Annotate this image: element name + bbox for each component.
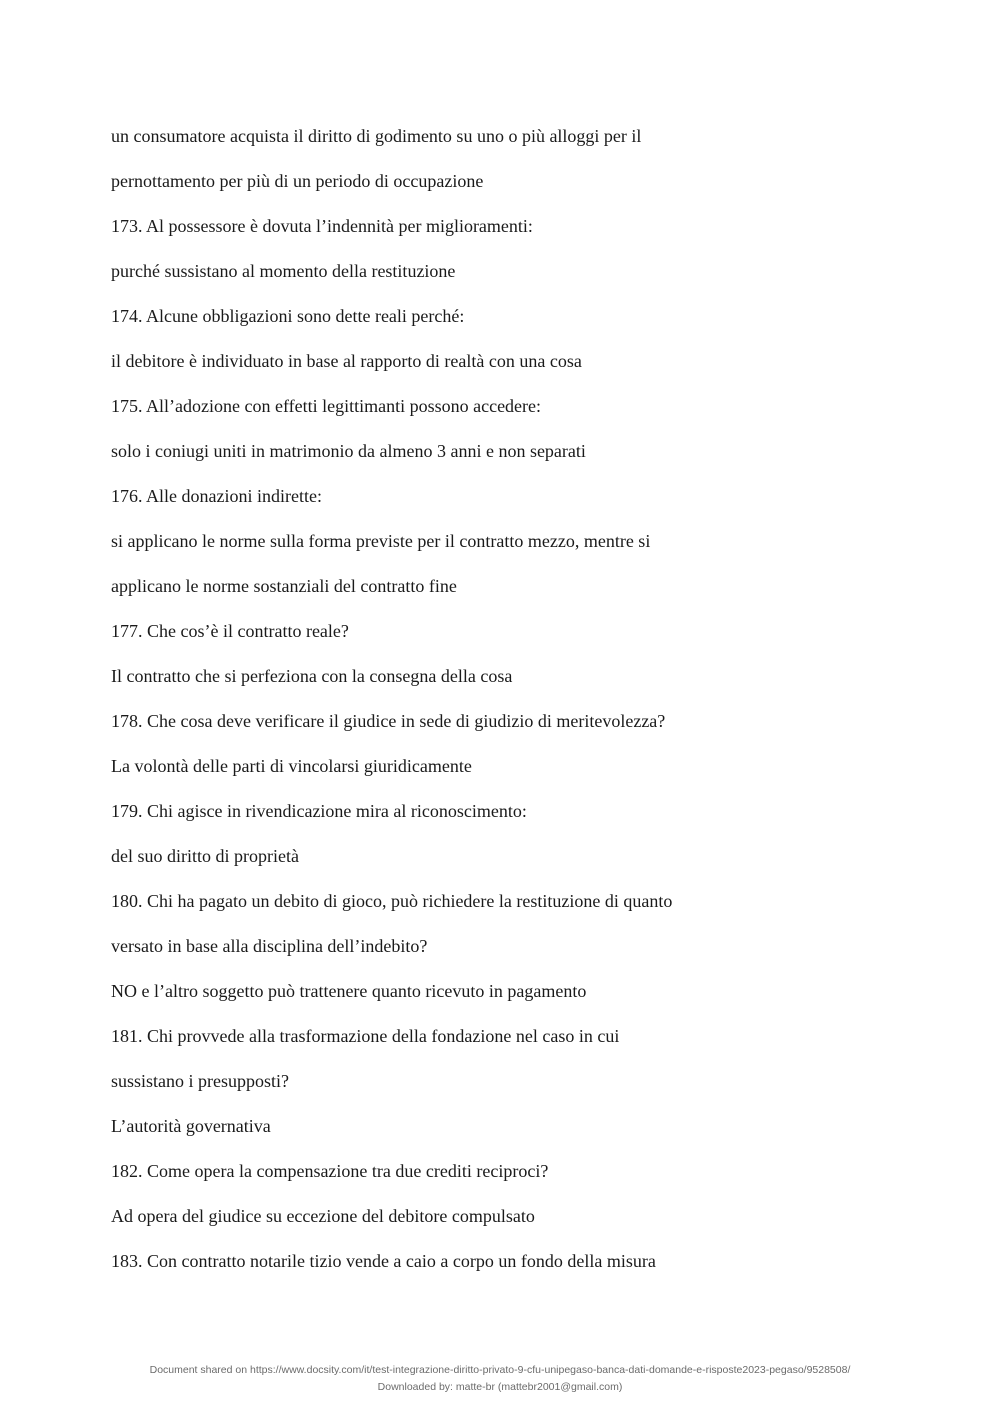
question-line: versato in base alla disciplina dell’indebito? [111, 936, 428, 956]
answer-line: si applicano le norme sulla forma previste per il contratto mezzo, mentre si [111, 531, 651, 551]
question-line: 180. Chi ha pagato un debito di gioco, può richiedere la restituzione di quanto [111, 891, 673, 911]
question-line: 183. Con contratto notarile tizio vende a caio a corpo un fondo della misura [111, 1251, 656, 1271]
answer-line: il debitore è individuato in base al rapporto di realtà con una cosa [111, 351, 582, 371]
question-line: 179. Chi agisce in rivendicazione mira al riconoscimento: [111, 801, 527, 821]
answer-line: L’autorità governativa [111, 1116, 271, 1136]
answer-line: Il contratto che si perfeziona con la consegna della cosa [111, 666, 513, 686]
text-line: un consumatore acquista il diritto di godimento su uno o più alloggi per il [111, 126, 642, 146]
answer-line: solo i coniugi uniti in matrimonio da almeno 3 anni e non separati [111, 441, 586, 461]
footer-downloaded-by: Downloaded by: matte-br (mattebr2001@gmail.com) [377, 1381, 623, 1393]
answer-line: Ad opera del giudice su eccezione del debitore compulsato [111, 1206, 535, 1226]
answer-line: NO e l’altro soggetto può trattenere quanto ricevuto in pagamento [111, 981, 587, 1001]
question-line: 182. Come opera la compensazione tra due crediti reciproci? [111, 1161, 549, 1181]
question-line: 173. Al possessore è dovuta l’indennità per miglioramenti: [111, 216, 533, 236]
question-line: 178. Che cosa deve verificare il giudice in sede di giudizio di meritevolezza? [111, 711, 666, 731]
answer-line: purché sussistano al momento della restituzione [111, 261, 456, 281]
footer-shared-link[interactable]: Document shared on https://www.docsity.com/it/test-integrazione-diritto-privato-9-cfu-unipegaso-banca-dati-domande-e-risposte2023-pegaso/9528508/ [149, 1364, 851, 1376]
answer-line: La volontà delle parti di vincolarsi giuridicamente [111, 756, 472, 776]
document-body [111, 114, 911, 1284]
question-line: 177. Che cos’è il contratto reale? [111, 621, 349, 641]
question-line: 176. Alle donazioni indirette: [111, 486, 322, 506]
question-line: 181. Chi provvede alla trasformazione della fondazione nel caso in cui [111, 1026, 620, 1046]
answer-line: applicano le norme sostanziali del contratto fine [111, 576, 457, 596]
text-line: pernottamento per più di un periodo di occupazione [111, 171, 484, 191]
question-line: sussistano i presupposti? [111, 1071, 289, 1091]
question-line: 175. All’adozione con effetti legittimanti possono accedere: [111, 396, 542, 416]
answer-line: del suo diritto di proprietà [111, 846, 299, 866]
question-line: 174. Alcune obbligazioni sono dette reali perché: [111, 306, 465, 326]
